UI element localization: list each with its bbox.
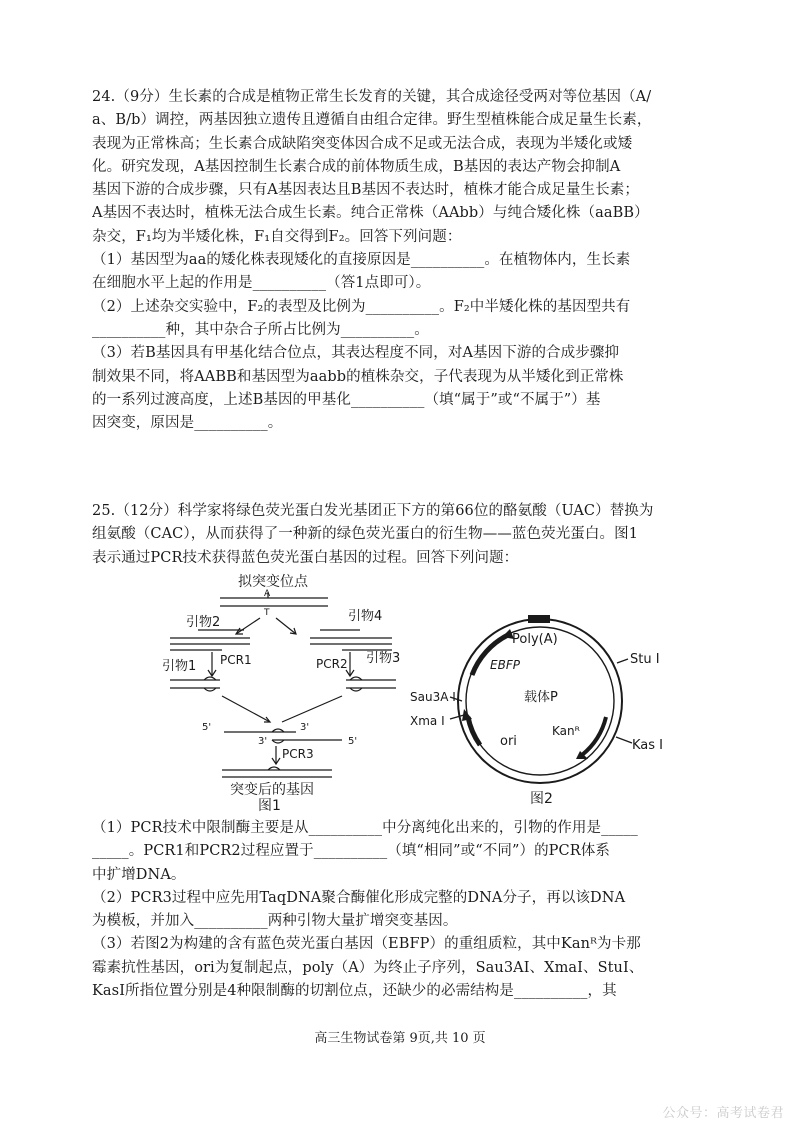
fig2-caption: 图2 bbox=[530, 791, 553, 807]
figure-1-pcr-diagram bbox=[160, 572, 410, 812]
q25-line: 表示通过PCR技术获得蓝色荧光蛋白基因的过程。回答下列问题： bbox=[92, 549, 519, 566]
figure-2-plasmid-diagram bbox=[410, 605, 680, 810]
q24-line: （2）上述杂交实验中，F₂的表型及比例为__________。F₂中半矮化株的基因型共有 bbox=[92, 298, 631, 315]
q25-line: （2）PCR3过程中应先用TaqDNA聚合酶催化形成完整的DNA分子，再以该DNA bbox=[92, 889, 626, 906]
fig2-sau3a-label: Sau3A Ⅰ bbox=[410, 690, 456, 704]
poly-a-block bbox=[528, 615, 550, 623]
q24-line: 化。研究发现，A基因控制生长素合成的前体物质生成，B基因的表达产物会抑制A bbox=[92, 158, 621, 175]
fig1-mutation-site-label: 拟突变位点 bbox=[238, 574, 308, 590]
q24-line: 杂交，F₁均为半矮化株，F₁自交得到F₂。回答下列问题： bbox=[92, 228, 462, 245]
fig2-kan-label: Kanᴿ bbox=[552, 724, 580, 738]
fig1-base-t: T bbox=[264, 608, 270, 618]
q24-line: 制效果不同，将AABB和基因型为aabb的植株杂交，子代表现为从半矮化到正常株 bbox=[92, 368, 624, 385]
q25-line: 为模板，并加入__________两种引物大量扩增突变基因。 bbox=[92, 913, 458, 930]
fig1-pcr1-label: PCR1 bbox=[220, 653, 252, 667]
q25-line: 25.（12分）科学家将绿色荧光蛋白发光基团正下方的第66位的酪氨酸（UAC）替换为 bbox=[92, 503, 654, 519]
fig1-end-3-mid-left: 3' bbox=[258, 736, 268, 747]
fig1-primer1-label: 引物1 bbox=[162, 659, 197, 674]
fig2-poly-a-label: Poly(A) bbox=[512, 632, 558, 647]
q25-line: KasⅠ所指位置分别是4种限制酶的切割位点，还缺少的必需结构是__________，其 bbox=[92, 983, 617, 1000]
q24-line: 24.（9分）生长素的合成是植物正常生长发育的关键，其合成途径受两对等位基因（A/ bbox=[92, 89, 652, 105]
q25-line: 中扩增DNA。 bbox=[92, 866, 186, 883]
q24-line: （1）基因型为aa的矮化株表现矮化的直接原因是__________。在植物体内，生长素 bbox=[92, 252, 631, 269]
q24-line: 在细胞水平上起的作用是__________（答1点即可）。 bbox=[92, 275, 431, 292]
q25-line: （1）PCR技术中限制酶主要是从__________中分离纯化出来的，引物的作用是_____ bbox=[92, 820, 638, 836]
q24-line: 的一系列过渡高度，上述B基因的甲基化__________（填“属于”或“不属于”）基 bbox=[92, 391, 601, 408]
q24-line: （3）若B基因具有甲基化结合位点，其表达程度不同，对A基因下游的合成步骤抑 bbox=[92, 345, 620, 362]
fig1-primer4-label: 引物4 bbox=[348, 609, 383, 624]
fig1-mutated-gene-label: 突变后的基因 bbox=[230, 782, 314, 798]
fig2-ebfp-label: EBFP bbox=[490, 658, 520, 672]
fig2-xma-label: Xma Ⅰ bbox=[410, 714, 445, 728]
q25-line: 霉素抗性基因，ori为复制起点，poly（A）为终止子序列，Sau3AⅠ、XmaⅠ、StuⅠ、 bbox=[92, 959, 644, 976]
fig2-ori-label: ori bbox=[500, 734, 517, 749]
fig1-end-5-left: 5' bbox=[202, 722, 212, 733]
question-25-parts bbox=[92, 817, 714, 1003]
fig2-kas-label: Kas Ⅰ bbox=[632, 738, 664, 753]
fig1-caption: 图1 bbox=[258, 798, 281, 812]
q25-line: _____。PCR1和PCR2过程应置于__________（填“相同”或“不同”）的PCR体系 bbox=[92, 843, 610, 860]
fig1-pcr2-label: PCR2 bbox=[316, 657, 348, 671]
fig1-primer2-label: 引物2 bbox=[186, 615, 221, 630]
q25-line: （3）若图2为构建的含有蓝色荧光蛋白基因（EBFP）的重组质粒，其中Kanᴿ为卡那 bbox=[92, 936, 641, 953]
q24-line: 因突变，原因是__________。 bbox=[92, 415, 283, 432]
question-24 bbox=[92, 86, 714, 435]
fig2-stu-label: Stu Ⅰ bbox=[630, 652, 660, 667]
fig1-end-5-right: 5' bbox=[348, 736, 358, 747]
page-footer: 高三生物试卷第 9页,共 10 页 bbox=[314, 1031, 486, 1046]
q24-line: __________种，其中杂合子所占比例为__________。 bbox=[92, 321, 429, 338]
q24-line: A基因不表达时，植株无法合成生长素。纯合正常株（AAbb）与纯合矮化株（aaBB） bbox=[92, 205, 649, 222]
q24-line: a、B/b）调控，两基因独立遗传且遵循自由组合定律。野生型植株能合成足量生长素， bbox=[92, 112, 652, 129]
question-25-intro bbox=[92, 500, 714, 570]
q24-line: 表现为正常株高；生长素合成缺陷突变体因合成不足或无法合成，表现为半矮化或矮 bbox=[92, 135, 633, 152]
q24-line: 基因下游的合成步骤，只有A基因表达且B基因不表达时，植株才能合成足量生长素； bbox=[92, 182, 639, 199]
fig1-base-a: A bbox=[264, 589, 271, 599]
fig1-primer3-label: 引物3 bbox=[366, 651, 401, 666]
q25-line: 组氨酸（CAC），从而获得了一种新的绿色荧光蛋白的衍生物——蓝色荧光蛋白。图1 bbox=[92, 526, 639, 543]
fig1-end-3-mid-right: 3' bbox=[300, 722, 310, 733]
fig2-vector-label: 载体P bbox=[524, 690, 558, 705]
watermark: 公众号：高考试卷君 bbox=[662, 1106, 784, 1121]
fig1-pcr3-label: PCR3 bbox=[282, 747, 314, 761]
